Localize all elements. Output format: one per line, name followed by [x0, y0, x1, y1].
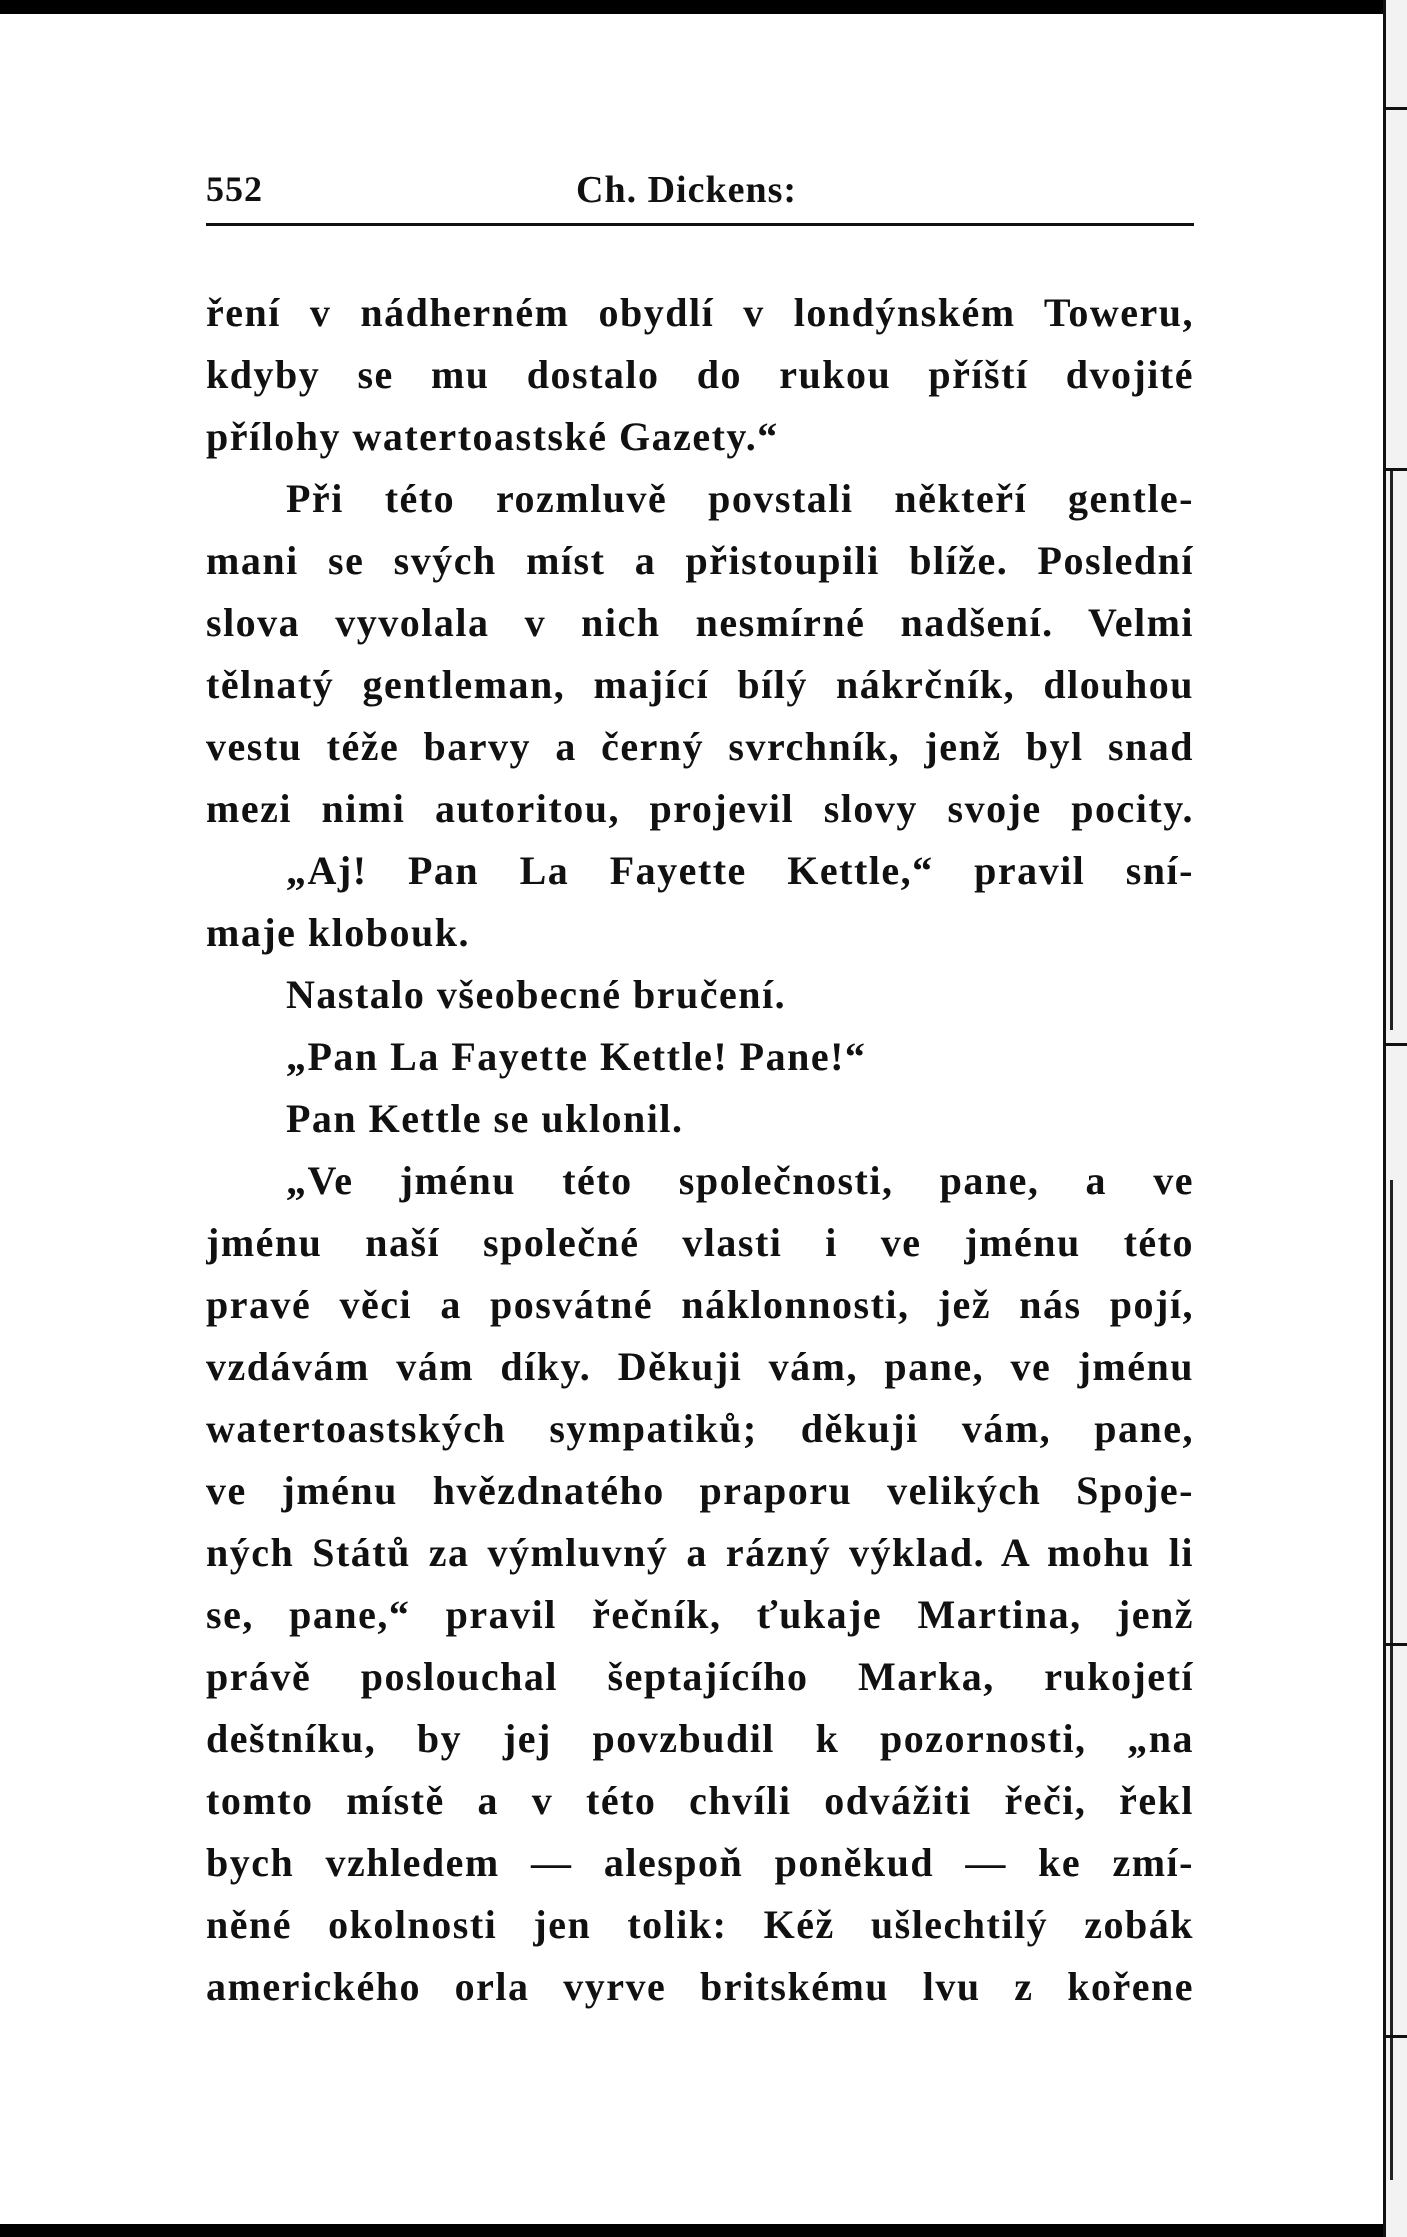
header-rule: [206, 223, 1194, 226]
edge-tick: [1383, 468, 1407, 471]
text-line: amerického orla vyrve britskému lvu z kořene: [206, 1964, 1194, 2009]
text-line: něné okolnosti jen tolik: Kéž ušlechtilý zobák: [206, 1902, 1194, 1947]
text-line: tělnatý gentleman, mající bílý nákrčník, dlouhou: [206, 662, 1194, 707]
text-line: Při této rozmluvě povstali někteří gentle-: [286, 476, 1194, 521]
text-line: „Ve jménu této společnosti, pane, a ve: [286, 1158, 1194, 1203]
text-line: „Pan La Fayette Kettle! Pane!“: [286, 1034, 867, 1079]
edge-tick: [1383, 1043, 1407, 1046]
text-line: ření v nádherném obydlí v londýnském Toweru,: [206, 290, 1194, 335]
text-line: „Aj! Pan La Fayette Kettle,“ pravil sní-: [286, 848, 1194, 893]
page-header: [206, 168, 1194, 218]
text-line: právě poslouchal šeptajícího Marka, rukojetí: [206, 1654, 1194, 1699]
edge-tick: [1383, 2035, 1407, 2038]
text-line: bych vzhledem — alespoň poněkud — ke zmí-: [206, 1840, 1194, 1885]
page-edge-strip: [1383, 0, 1407, 2237]
text-line: mezi nimi autoritou, projevil slovy svoje pocity.: [206, 786, 1194, 831]
text-line: Pan Kettle se uklonil.: [286, 1096, 684, 1141]
text-line: vzdávám vám díky. Děkuji vám, pane, ve jménu: [206, 1344, 1194, 1389]
text-line: kdyby se mu dostalo do rukou příští dvojité: [206, 352, 1194, 397]
text-line: slova vyvolala v nich nesmírné nadšení. Velmi: [206, 600, 1194, 645]
text-line: se, pane,“ pravil řečník, ťukaje Martina, jenž: [206, 1592, 1194, 1637]
text-line: přílohy watertoastské Gazety.“: [206, 414, 779, 459]
text-line: vestu téže barvy a černý svrchník, jenž byl snad: [206, 724, 1194, 769]
text-line: deštníku, by jej povzbudil k pozornosti, „na: [206, 1716, 1194, 1761]
text-line: watertoastských sympatiků; děkuji vám, pane,: [206, 1406, 1194, 1451]
text-line: maje klobouk.: [206, 910, 470, 955]
running-head: Ch. Dickens:: [576, 169, 798, 211]
body-text: [206, 282, 1194, 2018]
page-number: 552: [206, 169, 263, 209]
text-line: Nastalo všeobecné bručení.: [286, 972, 787, 1017]
edge-rule: [1390, 1180, 1393, 2180]
edge-tick: [1383, 107, 1407, 110]
text-line: pravé věci a posvátné náklonnosti, jež nás pojí,: [206, 1282, 1194, 1327]
edge-tick: [1383, 1643, 1407, 1646]
text-line: jménu naší společné vlasti i ve jménu této: [206, 1220, 1194, 1265]
text-line: mani se svých míst a přistoupili blíže. Poslední: [206, 538, 1194, 583]
text-line: tomto místě a v této chvíli odvážiti řeči, řekl: [206, 1778, 1194, 1823]
edge-rule: [1390, 470, 1393, 1030]
text-line: ve jménu hvězdnatého praporu velikých Spoje-: [206, 1468, 1194, 1513]
text-line: ných Států za výmluvný a rázný výklad. A mohu li: [206, 1530, 1194, 1575]
